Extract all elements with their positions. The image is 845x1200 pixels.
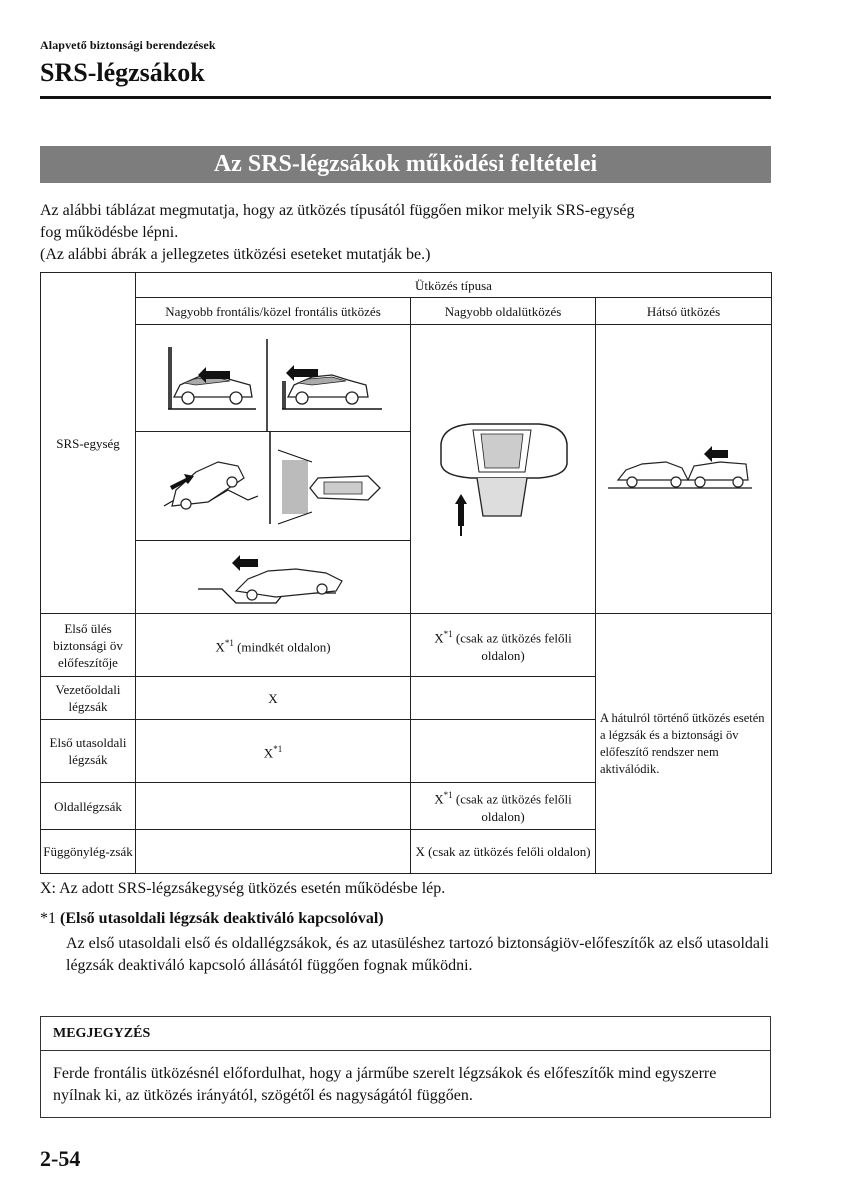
note-title: MEGJEGYZÉS <box>41 1017 770 1051</box>
intro-text <box>40 200 780 266</box>
frontal-illustration-2 <box>136 432 411 541</box>
col-header-side: Nagyobb oldalütközés <box>411 298 596 325</box>
frontal-crash-wall-icon <box>136 325 411 431</box>
page-number: 2-54 <box>40 1146 81 1171</box>
passenger-airbag-frontal: $X^{*1}$ <box>136 720 411 783</box>
frontal-crash-ditch-icon <box>136 541 411 613</box>
curtain-airbag-side: X (csak az ütközés felőli oldalon) <box>411 830 596 874</box>
side-illustration <box>411 325 596 614</box>
footnote-title: (Első utasoldali légzsák deaktiváló kapcsolóval) <box>60 910 384 927</box>
section-title: SRS-légzsákok <box>40 58 205 87</box>
side-airbag-frontal <box>136 783 411 830</box>
srs-unit-cell <box>41 273 136 614</box>
driver-airbag-side <box>411 677 596 720</box>
intro-line-3: (Az alábbi ábrák a jellegzetes ütközési eseteket mutatják be.) <box>40 246 431 263</box>
rear-collision-note: A hátulról történő ütközés esetén a légzsák és a biztonsági öv előfeszítő rendszer nem aktiválódik. <box>596 614 772 874</box>
row-label-curtain-airbag: Függönylég-zsák <box>41 830 136 874</box>
intro-line-1: Az alábbi táblázat megmutatja, hogy az ütközés típusától függően mikor melyik SRS-egység <box>40 202 635 219</box>
note-box <box>40 1016 771 1118</box>
legend-text: X: Az adott SRS-légzsákegység ütközés esetén működésbe lép. <box>40 880 446 897</box>
banner-title: Az SRS-légzsákok működési feltételei <box>40 146 771 183</box>
rear-illustration <box>596 325 772 614</box>
intro-line-2: fog működésbe lépni. <box>40 224 179 241</box>
collision-type-header: Ütközés típusa <box>136 273 772 298</box>
footnote-mark: *1 <box>40 910 60 927</box>
row-label-pretensioner: Első ülés biztonsági öv előfeszítője <box>41 614 136 677</box>
frontal-illustration-1 <box>136 325 411 432</box>
title-rule <box>40 96 771 99</box>
passenger-airbag-side <box>411 720 596 783</box>
col-header-rear: Hátsó ütközés <box>596 298 772 325</box>
footnote-heading <box>40 910 384 928</box>
footnote-body: Az első utasoldali első és oldallégzsákok, és az utasüléshez tartozó biztonságiöv-előfeszítők az első utasoldali légzsák deaktiváló kapcsoló állásától függően fognak működni. <box>66 935 769 974</box>
srs-unit-label: SRS-egység <box>56 435 120 451</box>
curtain-airbag-frontal <box>136 830 411 874</box>
row-label-side-airbag: Oldallégzsák <box>41 783 136 830</box>
frontal-illustration-3 <box>136 541 411 614</box>
row-label-driver-airbag: Vezetőoldali légzsák <box>41 677 136 720</box>
rear-crash-icon <box>596 326 772 612</box>
driver-airbag-frontal: X <box>136 677 411 720</box>
airbag-conditions-table <box>40 272 772 874</box>
pretensioner-frontal: $X^{*1}$ (mindkét oldalon) <box>136 614 411 677</box>
row-label-passenger-airbag: Első utasoldali légzsák <box>41 720 136 783</box>
side-airbag-side: $X^{*1}$ (csak az ütközés felőli oldalon) <box>411 783 596 830</box>
pretensioner-side: $X^{*1}$ (csak az ütközés felőli oldalon) <box>411 614 596 677</box>
note-text: Ferde frontális ütközésnél előfordulhat, hogy a járműbe szerelt légzsákok és előfeszítők mind egyszerre nyílnak ki, az ütközés irányától, szögétől és nagyságától függően. <box>53 1065 717 1104</box>
col-header-frontal: Nagyobb frontális/közel frontális ütközés <box>136 298 411 325</box>
section-subtitle: Alapvető biztonsági berendezések <box>40 38 216 52</box>
side-crash-topview-icon <box>411 326 596 612</box>
frontal-crash-angled-icon <box>136 432 411 540</box>
